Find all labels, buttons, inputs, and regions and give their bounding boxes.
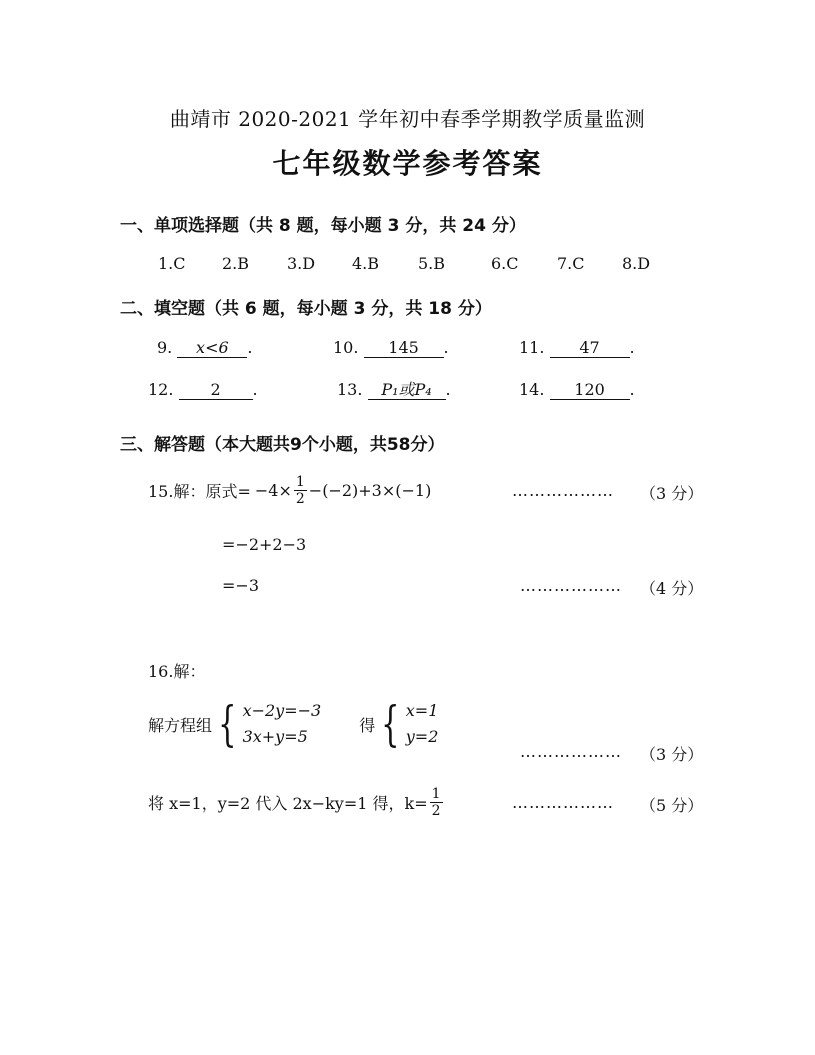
mc-answer-4: 4.B xyxy=(352,254,380,273)
fill-item-13: 13. P₁或P₄ . xyxy=(337,380,451,399)
q15-dots-2: ……………… xyxy=(520,576,622,595)
fill-answer-11: 47 xyxy=(550,339,630,358)
q16-score-1: （3 分） xyxy=(640,745,704,764)
q15-dots-1: ……………… xyxy=(512,481,614,500)
section-2-heading: 二、填空题（共 6 题，每小题 3 分，共 18 分） xyxy=(120,299,492,319)
fill-answer-13: P₁或P₄ xyxy=(368,381,446,400)
fill-item-11: 11. 47 . xyxy=(519,338,635,357)
mc-answer-6: 6.C xyxy=(491,254,519,273)
fill-item-12: 12. 2 . xyxy=(148,380,258,399)
mc-answer-8: 8.D xyxy=(622,254,651,273)
mc-answer-2: 2.B xyxy=(222,254,250,273)
q15-line-1: 15.解：原式= −4× $\frac{1}{2}$ −(−2)+3×(−1) xyxy=(148,474,432,507)
q16-line-3: 将 x=1，y=2 代入 2x−ky=1 得，k= $\frac{1}{2}$ xyxy=(148,786,441,819)
mc-answer-5: 5.B xyxy=(418,254,446,273)
mc-answer-7: 7.C xyxy=(557,254,585,273)
q15-line-3: =−3 xyxy=(222,576,259,595)
document-title: 七年级数学参考答案 xyxy=(272,147,543,180)
fill-answer-14: 120 xyxy=(550,381,630,400)
q16-dots-1: ……………… xyxy=(520,742,622,761)
q16-label: 16.解： xyxy=(148,662,206,681)
fill-answer-10: 145 xyxy=(364,339,444,358)
fill-answer-12: 2 xyxy=(179,381,253,400)
fraction-k-value: $\frac{1}{2}$ xyxy=(431,786,441,819)
mc-answer-1: 1.C xyxy=(158,254,186,273)
fill-answer-9: x<6 xyxy=(177,339,247,358)
fill-item-10: 10. 145 . xyxy=(333,338,449,357)
q16-score-2: （5 分） xyxy=(640,796,704,815)
q15-line-2: =−2+2−3 xyxy=(222,535,307,554)
document-subtitle: 曲靖市 2020-2021 学年初中春季学期教学质量监测 xyxy=(169,107,646,131)
equation-system: x−2y=−3 3x+y=5 xyxy=(242,701,322,746)
solution-system: x=1 y=2 xyxy=(405,701,439,746)
q15-score-2: （4 分） xyxy=(640,579,704,598)
left-brace-icon: { xyxy=(218,696,237,752)
fraction-one-half: $\frac{1}{2}$ xyxy=(295,474,305,507)
q15-score-1: （3 分） xyxy=(640,484,704,503)
fill-item-14: 14. 120 . xyxy=(519,380,635,399)
fill-item-9: 9. x<6 . xyxy=(157,338,253,357)
left-brace-icon: { xyxy=(381,696,400,752)
q16-dots-2: ……………… xyxy=(512,793,614,812)
mc-answer-3: 3.D xyxy=(287,254,316,273)
section-3-heading: 三、解答题（本大题共9个小题，共58分） xyxy=(120,435,445,455)
q16-system: 解方程组 { x−2y=−3 3x+y=5 得 { x=1 y=2 xyxy=(148,696,439,752)
section-1-heading: 一、单项选择题（共 8 题，每小题 3 分，共 24 分） xyxy=(120,216,526,236)
